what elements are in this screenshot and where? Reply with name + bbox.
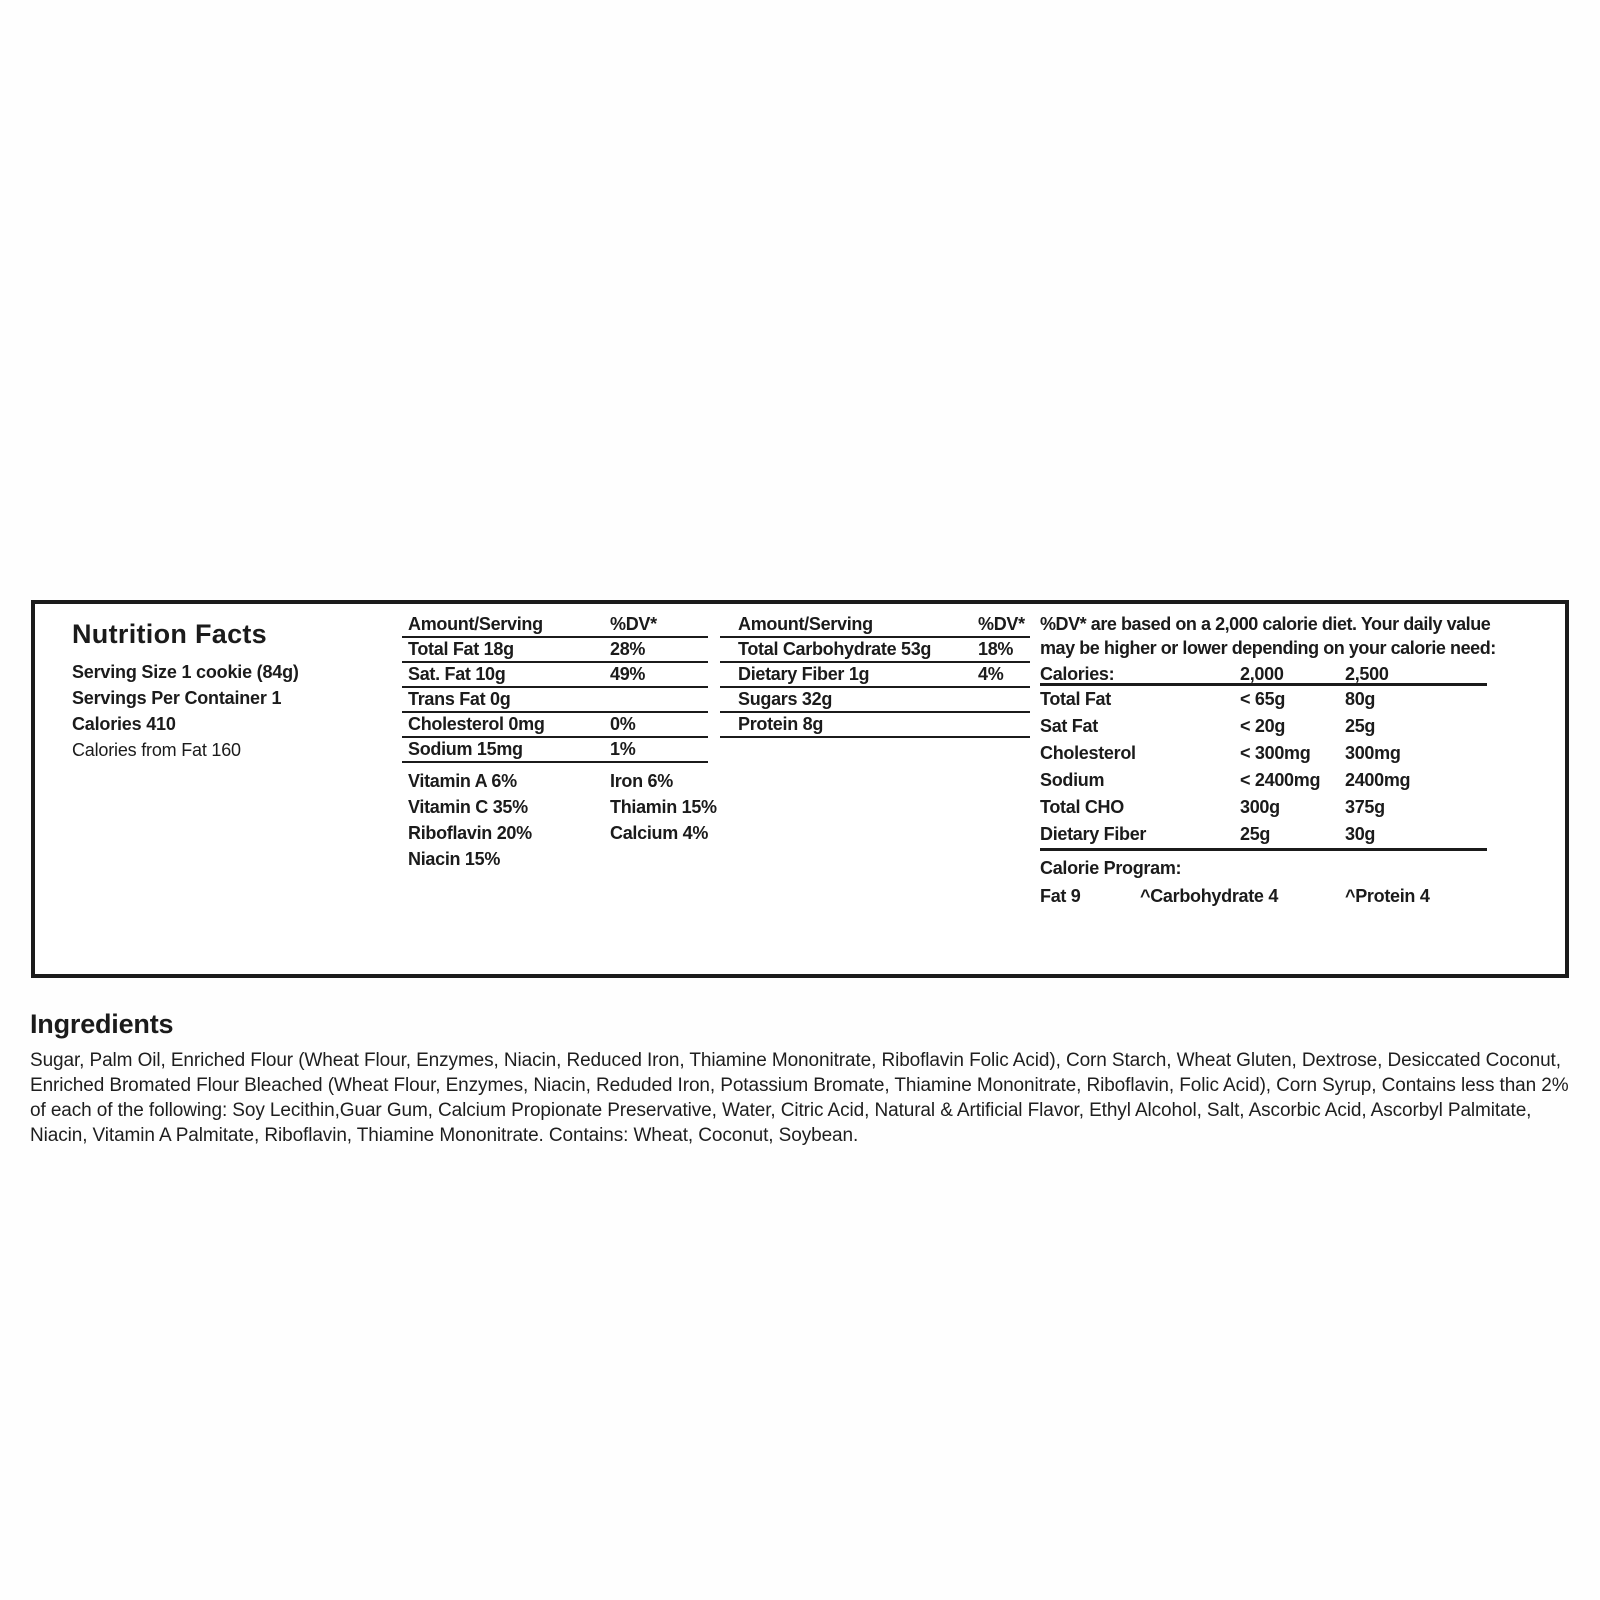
nutrient-table-fats (402, 613, 717, 872)
nutrient-dv: 18% (978, 639, 1014, 659)
nutrition-facts-title: Nutrition Facts (72, 619, 268, 649)
ingredients-section (30, 1008, 1575, 1148)
dv-header: %DV* (610, 614, 657, 634)
dv-2500-value: 375g (1345, 797, 1385, 817)
nutrient-label: Trans Fat 0g (408, 689, 511, 709)
dv-2500-value: 2400mg (1345, 770, 1411, 790)
table-row (720, 688, 1030, 713)
amount-serving-header: Amount/Serving (408, 614, 543, 634)
table-row (720, 638, 1030, 663)
dv-2000-value: 300g (1240, 797, 1280, 817)
vitamin-label: Vitamin A 6% (408, 771, 517, 791)
calories-header: Calories: (1040, 664, 1115, 684)
vitamin-label: Riboflavin 20% (408, 823, 532, 843)
table-header-row (720, 613, 1030, 638)
dv-nutrient-label: Sat Fat (1040, 716, 1098, 736)
table-row (402, 688, 708, 713)
dv-table-row (1040, 767, 1487, 794)
nutrient-table-carbohydrates (720, 613, 1030, 738)
calories-from-fat: Calories from Fat 160 (72, 740, 241, 760)
dv-nutrient-label: Cholesterol (1040, 743, 1136, 763)
dv-nutrient-label: Sodium (1040, 770, 1105, 790)
vitamin-row (402, 794, 717, 820)
dv-2500-value: 80g (1345, 689, 1376, 709)
dv-table-row (1040, 740, 1487, 767)
nutrient-dv: 28% (610, 639, 646, 659)
dv-2000-value: < 2400mg (1240, 770, 1321, 790)
calories-value: Calories 410 (72, 714, 176, 734)
nutrient-label: Total Fat 18g (408, 639, 514, 659)
dv-2000-value: < 65g (1240, 689, 1286, 709)
table-row (720, 713, 1030, 738)
serving-info-section (72, 618, 392, 763)
nutrient-label: Sodium 15mg (408, 739, 523, 759)
table-header-row (402, 613, 708, 638)
vitamin-label: Vitamin C 35% (408, 797, 528, 817)
nutrient-label: Total Carbohydrate 53g (738, 639, 932, 659)
vitamin-label: Thiamin 15% (610, 797, 717, 817)
daily-value-reference-section (1040, 612, 1496, 907)
calorie-program-title: Calorie Program: (1040, 858, 1182, 878)
amount-serving-header: Amount/Serving (738, 614, 873, 634)
nutrient-dv: 49% (610, 664, 646, 684)
nutrient-label: Sat. Fat 10g (408, 664, 506, 684)
dv-2000-value: < 20g (1240, 716, 1286, 736)
vitamin-label: Iron 6% (610, 771, 673, 791)
ingredients-title: Ingredients (30, 1009, 174, 1039)
nutrient-label: Cholesterol 0mg (408, 714, 545, 734)
nutrient-dv: 1% (610, 739, 636, 759)
dv-nutrient-label: Dietary Fiber (1040, 824, 1147, 844)
calorie-program-fat: Fat 9 (1040, 886, 1081, 906)
table-row (402, 713, 708, 738)
vitamin-label: Niacin 15% (408, 849, 501, 869)
dv-table-header-row (1040, 664, 1487, 686)
dv-2000-value: < 300mg (1240, 743, 1311, 763)
nutrient-label: Dietary Fiber 1g (738, 664, 870, 684)
vitamins-section (402, 768, 717, 872)
nutrient-dv: 4% (978, 664, 1004, 684)
vitamin-row (402, 846, 708, 872)
table-row (402, 638, 708, 663)
dv-nutrient-label: Total CHO (1040, 797, 1124, 817)
calorie-program-row (1040, 885, 1487, 907)
table-row (720, 663, 1030, 688)
ingredients-text: Sugar, Palm Oil, Enriched Flour (Wheat Flour, Enzymes, Niacin, Reduced Iron, Thiamine Mononitrate, Riboflavin Folic Acid), Corn Starch, Wheat Gluten, Dextrose, Desiccated Coconut, Enriched Bromated Flour Bleached (Wheat Flour, Enzymes, Niacin, Reduded Iron, Potassium Bromate, Thiamine Mononitrate, Riboflavin, Folic Acid), Corn Syrup, Contains less than 2% of each of the following: Soy Lecithin,Guar Gum, Calcium Propionate Preservative, Water, Citric Acid, Natural & Artificial Flavor, Ethyl Alcohol, Salt, Ascorbic Acid, Ascorbyl Palmitate, Niacin, Vitamin A Palmitate, Riboflavin, Thiamine Mononitrate. Contains: Wheat, Coconut, Soybean. (30, 1050, 1569, 1146)
vitamin-label: Calcium 4% (610, 823, 709, 843)
vitamin-row (402, 768, 708, 794)
vitamin-row (402, 820, 708, 846)
table-row (402, 663, 708, 688)
dv-table-row (1040, 713, 1487, 740)
nutrient-label: Protein 8g (738, 714, 824, 734)
table-row (402, 738, 708, 763)
calories-2000-header: 2,000 (1240, 664, 1284, 684)
nutrient-label: Sugars 32g (738, 689, 833, 709)
nutrition-facts-panel (31, 600, 1569, 978)
dv-table-row (1040, 821, 1487, 848)
dv-2500-value: 25g (1345, 716, 1376, 736)
dv-table-body (1040, 686, 1487, 851)
dv-2000-value: 25g (1240, 824, 1271, 844)
dv-footnote: %DV* are based on a 2,000 calorie diet. Your daily value may be higher or lower depending on your calorie need: (1040, 614, 1496, 658)
servings-per-container: Servings Per Container 1 (72, 688, 282, 708)
nutrient-dv: 0% (610, 714, 636, 734)
calories-2500-header: 2,500 (1345, 664, 1389, 684)
serving-size: Serving Size 1 cookie (84g) (72, 662, 299, 682)
dv-table-row (1040, 794, 1487, 821)
dv-table-row (1040, 686, 1487, 713)
dv-2500-value: 300mg (1345, 743, 1401, 763)
calorie-program-carbohydrate: ^Carbohydrate 4 (1140, 886, 1279, 906)
dv-nutrient-label: Total Fat (1040, 689, 1111, 709)
dv-header: %DV* (978, 614, 1025, 634)
dv-2500-value: 30g (1345, 824, 1376, 844)
calorie-program-protein: ^Protein 4 (1345, 886, 1430, 906)
